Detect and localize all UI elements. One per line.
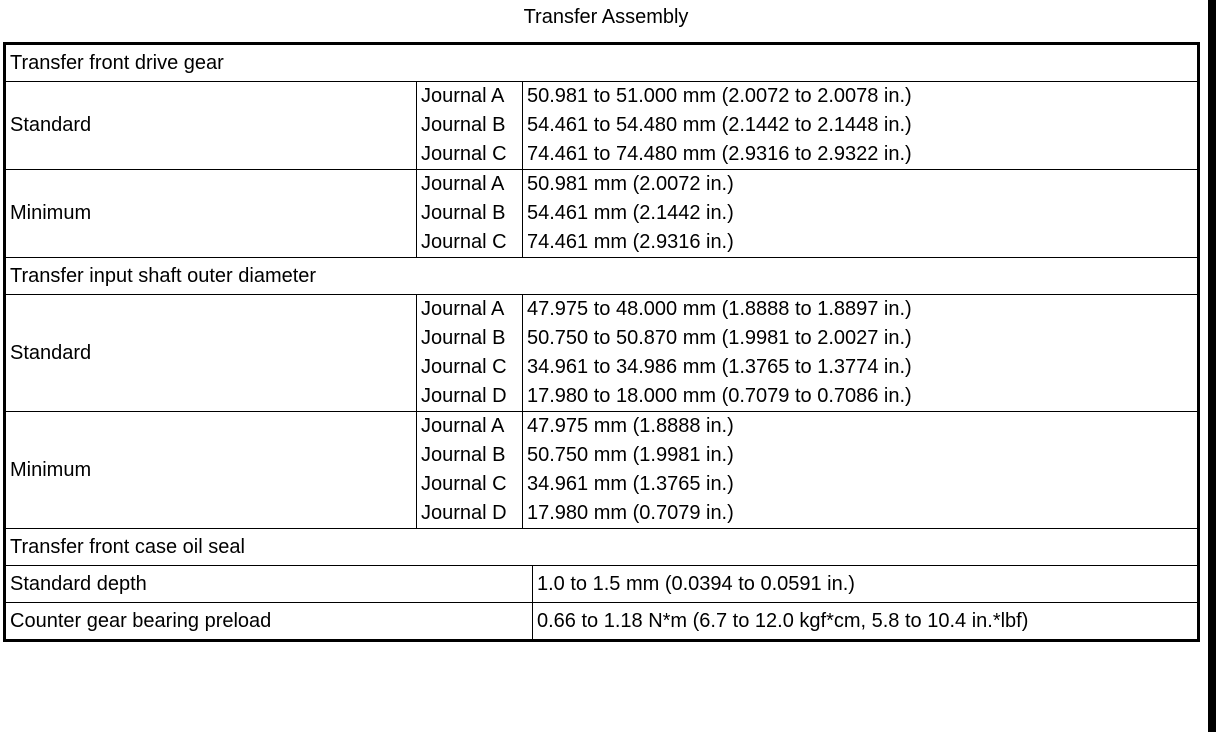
spec-value: 34.961 mm (1.3765 in.) bbox=[527, 473, 734, 495]
spec-value: 34.961 to 34.986 mm (1.3765 to 1.3774 in.) bbox=[527, 356, 912, 378]
value-list bbox=[523, 170, 1199, 258]
journal-label: Journal A bbox=[421, 173, 505, 195]
spec-value: 1.0 to 1.5 mm (0.0394 to 0.0591 in.) bbox=[533, 566, 1199, 603]
value-list bbox=[523, 412, 1199, 529]
journal-label: Journal A bbox=[421, 298, 505, 320]
journal-label: Journal A bbox=[421, 415, 505, 437]
spec-value: 50.750 mm (1.9981 in.) bbox=[527, 444, 734, 466]
journal-list bbox=[417, 412, 523, 529]
journal-list bbox=[417, 82, 523, 170]
spec-value: 74.461 mm (2.9316 in.) bbox=[527, 231, 734, 253]
journal-label: Journal B bbox=[421, 444, 506, 466]
value-list bbox=[523, 82, 1199, 170]
spec-row bbox=[5, 295, 1199, 412]
journal-label: Journal D bbox=[421, 502, 507, 524]
row-label: Standard bbox=[5, 295, 417, 412]
section-header-row bbox=[5, 529, 1199, 566]
spec-row bbox=[5, 412, 1199, 529]
spec-value: 17.980 to 18.000 mm (0.7079 to 0.7086 in.) bbox=[527, 385, 912, 407]
row-label: Minimum bbox=[5, 412, 417, 529]
spec-table bbox=[3, 42, 1200, 642]
spec-value: 17.980 mm (0.7079 in.) bbox=[527, 502, 734, 524]
section-heading: Transfer front drive gear bbox=[5, 44, 1199, 82]
spec-value: 74.461 to 74.480 mm (2.9316 to 2.9322 in.) bbox=[527, 143, 912, 165]
spec-value: 50.981 mm (2.0072 in.) bbox=[527, 173, 734, 195]
value-list bbox=[523, 295, 1199, 412]
spec-value: 47.975 mm (1.8888 in.) bbox=[527, 415, 734, 437]
section-header-row bbox=[5, 44, 1199, 82]
simple-row bbox=[5, 566, 1199, 603]
journal-label: Journal C bbox=[421, 473, 507, 495]
spec-value: 54.461 mm (2.1442 in.) bbox=[527, 202, 734, 224]
journal-label: Journal C bbox=[421, 356, 507, 378]
row-label: Standard depth bbox=[5, 566, 533, 603]
journal-label: Journal C bbox=[421, 231, 507, 253]
spec-value: 50.750 to 50.870 mm (1.9981 to 2.0027 in.) bbox=[527, 327, 912, 349]
row-label: Standard bbox=[5, 82, 417, 170]
spec-value: 50.981 to 51.000 mm (2.0072 to 2.0078 in.) bbox=[527, 85, 912, 107]
journal-label: Journal D bbox=[421, 385, 507, 407]
page-edge-bar bbox=[1208, 0, 1216, 732]
section-heading: Transfer input shaft outer diameter bbox=[5, 258, 1199, 295]
page-title: Transfer Assembly bbox=[523, 6, 689, 28]
spec-row bbox=[5, 170, 1199, 258]
journal-label: Journal A bbox=[421, 85, 505, 107]
spec-value: 54.461 to 54.480 mm (2.1442 to 2.1448 in.) bbox=[527, 114, 912, 136]
spec-value: 0.66 to 1.18 N*m (6.7 to 12.0 kgf*cm, 5.8 to 10.4 in.*lbf) bbox=[533, 603, 1199, 641]
journal-list bbox=[417, 170, 523, 258]
section-header-row bbox=[5, 258, 1199, 295]
section-heading: Transfer front case oil seal bbox=[5, 529, 1199, 566]
journal-label: Journal B bbox=[421, 202, 506, 224]
spec-value: 47.975 to 48.000 mm (1.8888 to 1.8897 in.) bbox=[527, 298, 912, 320]
journal-list bbox=[417, 295, 523, 412]
journal-label: Journal B bbox=[421, 327, 506, 349]
simple-row bbox=[5, 603, 1199, 641]
row-label: Minimum bbox=[5, 170, 417, 258]
spec-row bbox=[5, 82, 1199, 170]
row-label: Counter gear bearing preload bbox=[5, 603, 533, 641]
journal-label: Journal C bbox=[421, 143, 507, 165]
journal-label: Journal B bbox=[421, 114, 506, 136]
